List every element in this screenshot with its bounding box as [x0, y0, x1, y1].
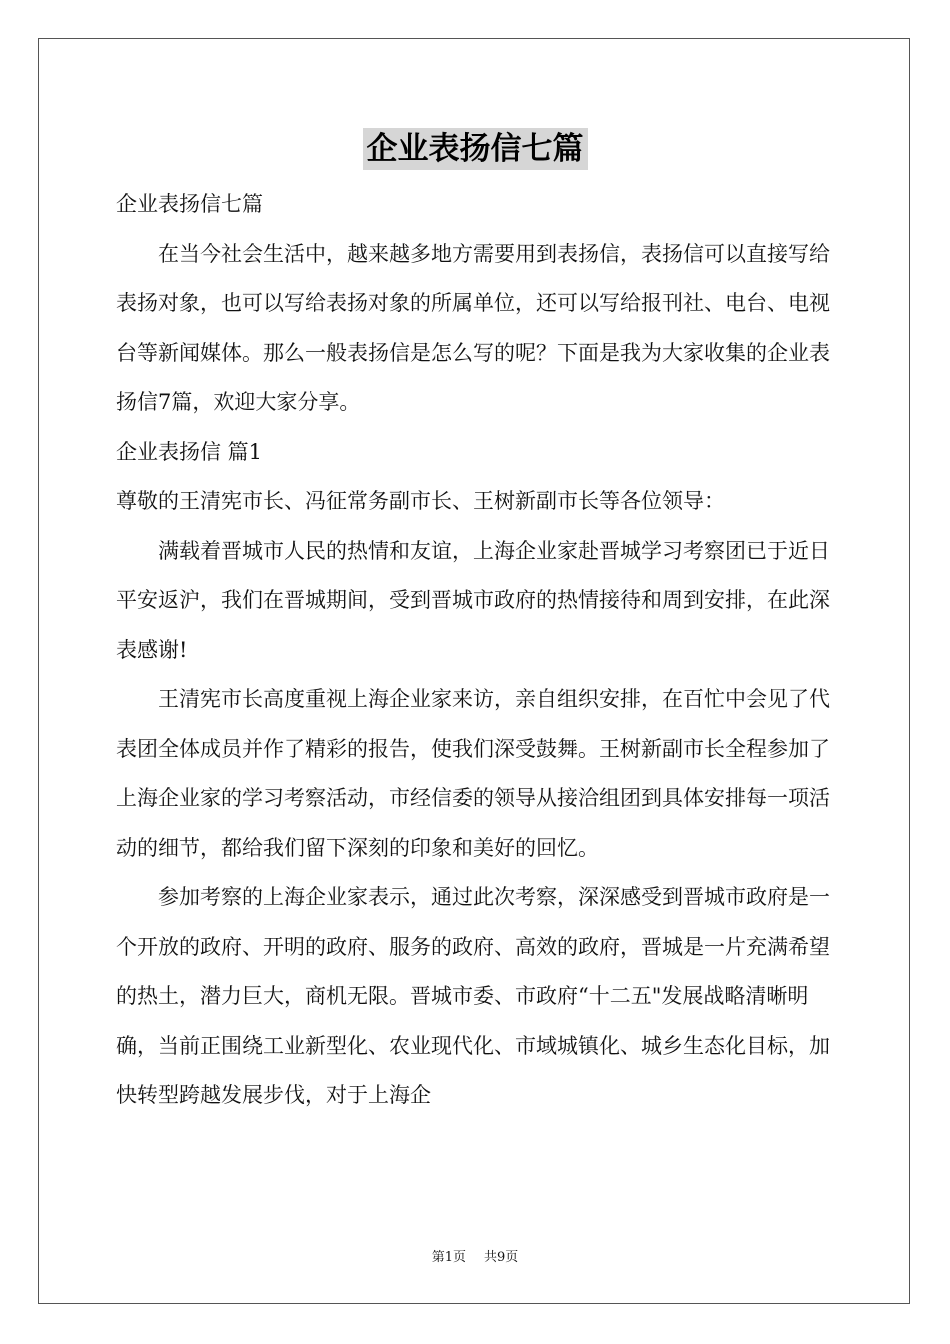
body-paragraph: 王清宪市长高度重视上海企业家来访，亲自组织安排，在百忙中会见了代表团全体成员并作了精彩的报告，使我们深受鼓舞。王树新副市长全程参加了上海企业家的学习考察活动，市经信委的领导从接洽组团到具体安排每一项活动的细节，都给我们留下深刻的印象和美好的回忆。: [116, 687, 830, 860]
page-total: 共9页: [484, 1250, 519, 1265]
body-paragraph: 满载着晋城市人民的热情和友谊，上海企业家赴晋城学习考察团已于近日平安返沪，我们在晋城期间，受到晋城市政府的热情接待和周到安排，在此深表感谢!: [116, 538, 830, 662]
document-title: 企业表扬信七篇: [363, 128, 588, 170]
page-footer: [0, 1246, 950, 1265]
document-body: [116, 180, 836, 1121]
title-wrap: [0, 128, 950, 170]
body-paragraph: 参加考察的上海企业家表示，通过此次考察，深深感受到晋城市政府是一个开放的政府、开明的政府、服务的政府、高效的政府，晋城是一片充满希望的热土，潜力巨大，商机无限。晋城市委、市政府“十二五"发展战略清晰明确，当前正围绕工业新型化、农业现代化、市域城镇化、城乡生态化目标，加快转型跨越发展步伐，对于上海企: [116, 885, 830, 1107]
intro-paragraph: 在当今社会生活中，越来越多地方需要用到表扬信，表扬信可以直接写给表扬对象，也可以写给表扬对象的所属单位，还可以写给报刊社、电台、电视台等新闻媒体。那么一般表扬信是怎么写的呢？下面是我为大家收集的企业表扬信7篇，欢迎大家分享。: [116, 241, 830, 414]
subtitle: 企业表扬信七篇: [116, 192, 263, 216]
page-number: 第1页: [431, 1250, 466, 1265]
section-heading: 企业表扬信 篇1: [116, 439, 263, 464]
salutation: 尊敬的王清宪市长、冯征常务副市长、王树新副市长等各位领导：: [116, 489, 725, 513]
